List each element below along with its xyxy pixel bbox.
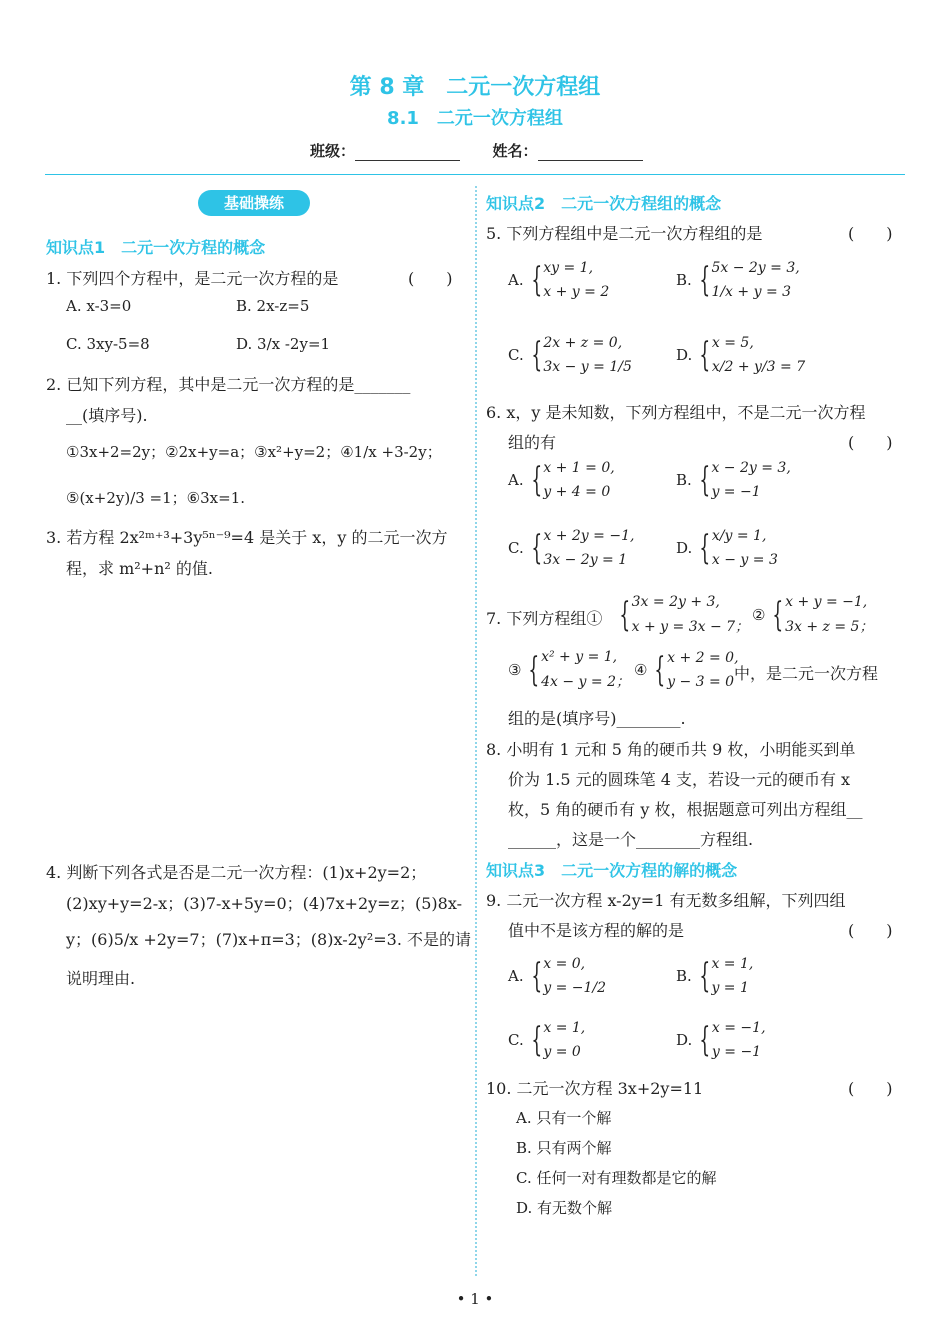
q4-line4: 说明理由. (66, 969, 136, 988)
q9-line1: 9. 二元一次方程 x-2y=1 有无数多组解，下列四组 (486, 891, 846, 910)
q5-option-a: A. { xy = 1, x + y = 2 (508, 260, 610, 300)
q3-line1: 3. 若方程 2x²ᵐ⁺³+3y⁵ⁿ⁻⁹=4 是关于 x，y 的二元一次方 (46, 528, 448, 547)
q10-option-d: D. 有无数个解 (516, 1199, 613, 1217)
class-label: 班级： (310, 142, 356, 160)
class-name-line (310, 140, 643, 161)
q10-text: 10. 二元一次方程 3x+2y=11 (486, 1079, 704, 1098)
q6-answer-paren[interactable]: ( ) (848, 433, 893, 452)
q7-system-4: ④ { x + 2 = 0, y − 3 = 0 (634, 650, 739, 690)
q8-line3: 枚，5 角的硬币有 y 枚，根据题意可列出方程组__ (508, 800, 863, 819)
q5-text: 5. 下列方程组中是二元一次方程组的是 (486, 224, 763, 243)
chapter-title: 第 8 章 二元一次方程组 (349, 75, 601, 100)
class-blank[interactable] (355, 146, 460, 161)
q7-system-3: ③ { x² + y = 1, 4x − y = 2； (508, 649, 630, 690)
q1-option-d: D. 3/x -2y=1 (236, 335, 331, 353)
q6-line2: 组的有 (508, 433, 557, 452)
q1-text: 1. 下列四个方程中，是二元一次方程的是 (46, 269, 339, 288)
q2-line4: ⑤(x+2y)/3 =1；⑥3x=1. (66, 489, 246, 507)
q7-prefix: 7. 下列方程组① (486, 609, 603, 628)
q5-option-c: C. { 2x + z = 0, 3x − y = 1/5 (508, 335, 632, 375)
page-number: • 1 • (456, 1290, 494, 1308)
knowledge-point-2: 知识点2 二元一次方程组的概念 (486, 194, 722, 213)
q2-line2: __(填序号). (66, 406, 148, 425)
q9-line2: 值中不是该方程的解的是 (508, 921, 685, 940)
q6-option-d: D. { x/y = 1, x − y = 3 (676, 528, 778, 568)
q7-system-1: { 3x = 2y + 3, x + y = 3x − 7； (619, 594, 750, 635)
q1-option-b: B. 2x-z=5 (236, 297, 310, 315)
q5-answer-paren[interactable]: ( ) (848, 224, 893, 243)
section-title: 8.1 二元一次方程组 (387, 108, 563, 129)
q10-option-c: C. 任何一对有理数都是它的解 (516, 1169, 717, 1187)
q6-option-c: C. { x + 2y = −1, 3x − 2y = 1 (508, 528, 635, 568)
q9-option-b: B. { x = 1, y = 1 (676, 956, 754, 996)
q1-option-c: C. 3xy-5=8 (66, 335, 150, 353)
q7-suffix: 中，是二元一次方程 (734, 664, 879, 683)
q6-line1: 6. x，y 是未知数，下列方程组中，不是二元一次方程 (486, 403, 866, 422)
q10-answer-paren[interactable]: ( ) (848, 1079, 893, 1098)
knowledge-point-3: 知识点3 二元一次方程的解的概念 (486, 861, 738, 880)
column-divider (475, 186, 477, 1276)
q1-answer-paren[interactable]: ( ) (408, 269, 453, 288)
q8-line4: ______，这是一个________方程组. (508, 830, 754, 849)
header-divider (45, 174, 905, 175)
q10-option-a: A. 只有一个解 (516, 1109, 612, 1127)
q10-option-b: B. 只有两个解 (516, 1139, 612, 1157)
q9-option-c: C. { x = 1, y = 0 (508, 1020, 586, 1060)
basic-practice-badge: 基础操练 (198, 190, 310, 216)
q3-line2: 程，求 m²+n² 的值. (66, 559, 213, 578)
name-label: 姓名： (492, 142, 538, 160)
q6-option-a: A. { x + 1 = 0, y + 4 = 0 (508, 460, 615, 500)
q5-option-b: B. { 5x − 2y = 3, 1/x + y = 3 (676, 260, 800, 300)
q2-line1: 2. 已知下列方程，其中是二元一次方程的是_______ (46, 375, 411, 394)
q8-line1: 8. 小明有 1 元和 5 角的硬币共 9 枚，小明能买到单 (486, 740, 856, 759)
q4-line2: (2)xy+y=2-x；(3)7-x+5y=0；(4)7x+2y=z；(5)8x- (66, 894, 462, 913)
knowledge-point-1: 知识点1 二元一次方程的概念 (46, 238, 266, 257)
q4-line1: 4. 判断下列各式是否是二元一次方程：(1)x+2y=2； (46, 863, 427, 882)
q7-system-2: ② { x + y = −1, 3x + z = 5； (752, 594, 874, 635)
q9-answer-paren[interactable]: ( ) (848, 921, 893, 940)
q2-line3: ①3x+2=2y；②2x+y=a；③x²+y=2；④1/x +3-2y； (66, 443, 442, 461)
q4-line3: y；(6)5/x +2y=7；(7)x+π=3；(8)x-2y²=3. 不是的请 (66, 930, 471, 949)
name-blank[interactable] (538, 146, 643, 161)
q8-line2: 价为 1.5 元的圆珠笔 4 支，若设一元的硬币有 x (508, 770, 851, 789)
q9-option-d: D. { x = −1, y = −1 (676, 1020, 766, 1060)
q5-option-d: D. { x = 5, x/2 + y/3 = 7 (676, 335, 806, 375)
q9-option-a: A. { x = 0, y = −1/2 (508, 956, 607, 996)
q7-end: 组的是(填序号)________. (508, 709, 686, 728)
q1-option-a: A. x-3=0 (66, 297, 132, 315)
q6-option-b: B. { x − 2y = 3, y = −1 (676, 460, 791, 500)
